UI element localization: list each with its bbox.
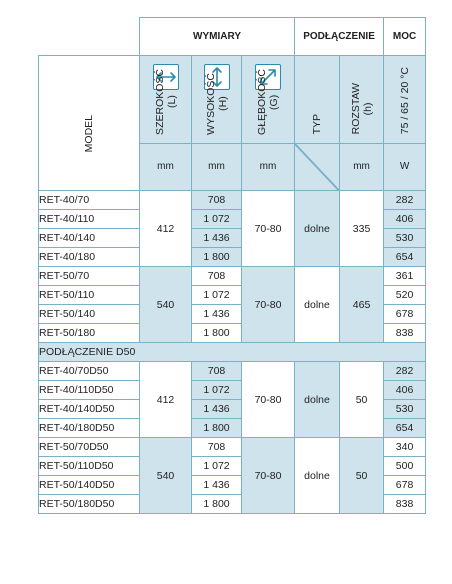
unit-glebokosc: mm xyxy=(242,143,295,191)
rozstaw-cell: 50 xyxy=(340,438,384,514)
glebokosc-cell: 70-80 xyxy=(242,362,295,438)
model-cell: RET-50/140D50 xyxy=(39,476,140,495)
col-typ xyxy=(295,56,340,144)
col-wysokosc-label: WYSOKOŚĆ (H) xyxy=(204,72,229,135)
model-cell: RET-50/140 xyxy=(39,305,140,324)
wysokosc-cell: 1 436 xyxy=(192,229,242,248)
model-cell: RET-50/110D50 xyxy=(39,457,140,476)
wysokosc-cell: 708 xyxy=(192,267,242,286)
wysokosc-cell: 708 xyxy=(192,438,242,457)
moc-cell: 406 xyxy=(384,381,426,400)
moc-cell: 500 xyxy=(384,457,426,476)
unit-szerokosc: mm xyxy=(140,143,192,191)
unit-rozstaw: mm xyxy=(340,143,384,191)
unit-moc: W xyxy=(384,143,426,191)
wysokosc-cell: 1 800 xyxy=(192,495,242,514)
model-cell: RET-40/70D50 xyxy=(39,362,140,381)
szerokosc-cell: 540 xyxy=(140,438,192,514)
table-row xyxy=(39,191,426,210)
wysokosc-cell: 1 436 xyxy=(192,305,242,324)
col-wysokosc xyxy=(192,56,242,144)
szerokosc-cell: 540 xyxy=(140,267,192,343)
wysokosc-cell: 1 072 xyxy=(192,210,242,229)
moc-cell: 406 xyxy=(384,210,426,229)
wysokosc-cell: 1 072 xyxy=(192,286,242,305)
wysokosc-cell: 1 800 xyxy=(192,324,242,343)
wysokosc-cell: 1 072 xyxy=(192,381,242,400)
model-cell: RET-40/140 xyxy=(39,229,140,248)
table-row xyxy=(39,267,426,286)
rozstaw-cell: 465 xyxy=(340,267,384,343)
moc-cell: 678 xyxy=(384,305,426,324)
wysokosc-cell: 1 436 xyxy=(192,476,242,495)
moc-cell: 654 xyxy=(384,248,426,267)
col-typ-label: TYP xyxy=(311,114,324,135)
unit-wysokosc: mm xyxy=(192,143,242,191)
model-cell: RET-50/70 xyxy=(39,267,140,286)
model-cell: RET-50/110 xyxy=(39,286,140,305)
rozstaw-cell: 335 xyxy=(340,191,384,267)
wysokosc-cell: 708 xyxy=(192,362,242,381)
glebokosc-cell: 70-80 xyxy=(242,191,295,267)
model-cell: RET-40/70 xyxy=(39,191,140,210)
model-cell: RET-40/110D50 xyxy=(39,381,140,400)
moc-cell: 530 xyxy=(384,229,426,248)
model-cell: RET-50/180 xyxy=(39,324,140,343)
moc-cell: 340 xyxy=(384,438,426,457)
col-glebokosc-label: GŁĘBOKOŚĆ (G) xyxy=(256,68,281,135)
wysokosc-cell: 1 800 xyxy=(192,419,242,438)
col-szerokosc xyxy=(140,56,192,144)
section-d50-label: PODŁĄCZENIE D50 xyxy=(39,343,426,362)
wysokosc-cell: 1 800 xyxy=(192,248,242,267)
section-row xyxy=(39,343,426,362)
col-model xyxy=(39,56,140,191)
glebokosc-cell: 70-80 xyxy=(242,438,295,514)
moc-cell: 838 xyxy=(384,324,426,343)
col-model-label: MODEL xyxy=(83,114,95,152)
table-row xyxy=(39,438,426,457)
szerokosc-cell: 412 xyxy=(140,362,192,438)
model-cell: RET-40/140D50 xyxy=(39,400,140,419)
wysokosc-cell: 1 072 xyxy=(192,457,242,476)
model-cell: RET-50/70D50 xyxy=(39,438,140,457)
szerokosc-cell: 412 xyxy=(140,191,192,267)
spec-table xyxy=(38,17,426,514)
typ-cell: dolne xyxy=(295,191,340,267)
moc-cell: 520 xyxy=(384,286,426,305)
col-szerokosc-label: SZEROKOŚĆ (L) xyxy=(153,68,178,135)
model-cell: RET-40/180D50 xyxy=(39,419,140,438)
group-moc: MOC xyxy=(384,18,426,56)
col-rozstaw-label: ROZSTAW (h) xyxy=(349,83,374,135)
typ-cell: dolne xyxy=(295,362,340,438)
unit-typ-diagonal xyxy=(295,143,340,191)
col-rozstaw xyxy=(340,56,384,144)
group-header-row xyxy=(39,18,426,56)
model-cell: RET-40/110 xyxy=(39,210,140,229)
model-cell: RET-40/180 xyxy=(39,248,140,267)
rozstaw-cell: 50 xyxy=(340,362,384,438)
wysokosc-cell: 708 xyxy=(192,191,242,210)
moc-cell: 530 xyxy=(384,400,426,419)
col-moc-label: 75 / 65 / 20 °C xyxy=(398,67,411,135)
col-moc xyxy=(384,56,426,144)
group-wymiary: WYMIARY xyxy=(140,18,295,56)
column-header-row xyxy=(39,56,426,144)
moc-cell: 838 xyxy=(384,495,426,514)
moc-cell: 678 xyxy=(384,476,426,495)
moc-cell: 361 xyxy=(384,267,426,286)
col-glebokosc xyxy=(242,56,295,144)
typ-cell: dolne xyxy=(295,438,340,514)
model-cell: RET-50/180D50 xyxy=(39,495,140,514)
moc-cell: 282 xyxy=(384,362,426,381)
moc-cell: 654 xyxy=(384,419,426,438)
typ-cell: dolne xyxy=(295,267,340,343)
wysokosc-cell: 1 436 xyxy=(192,400,242,419)
table-row xyxy=(39,362,426,381)
moc-cell: 282 xyxy=(384,191,426,210)
group-podlaczenie: PODŁĄCZENIE xyxy=(295,18,384,56)
glebokosc-cell: 70-80 xyxy=(242,267,295,343)
corner-blank xyxy=(39,18,140,56)
